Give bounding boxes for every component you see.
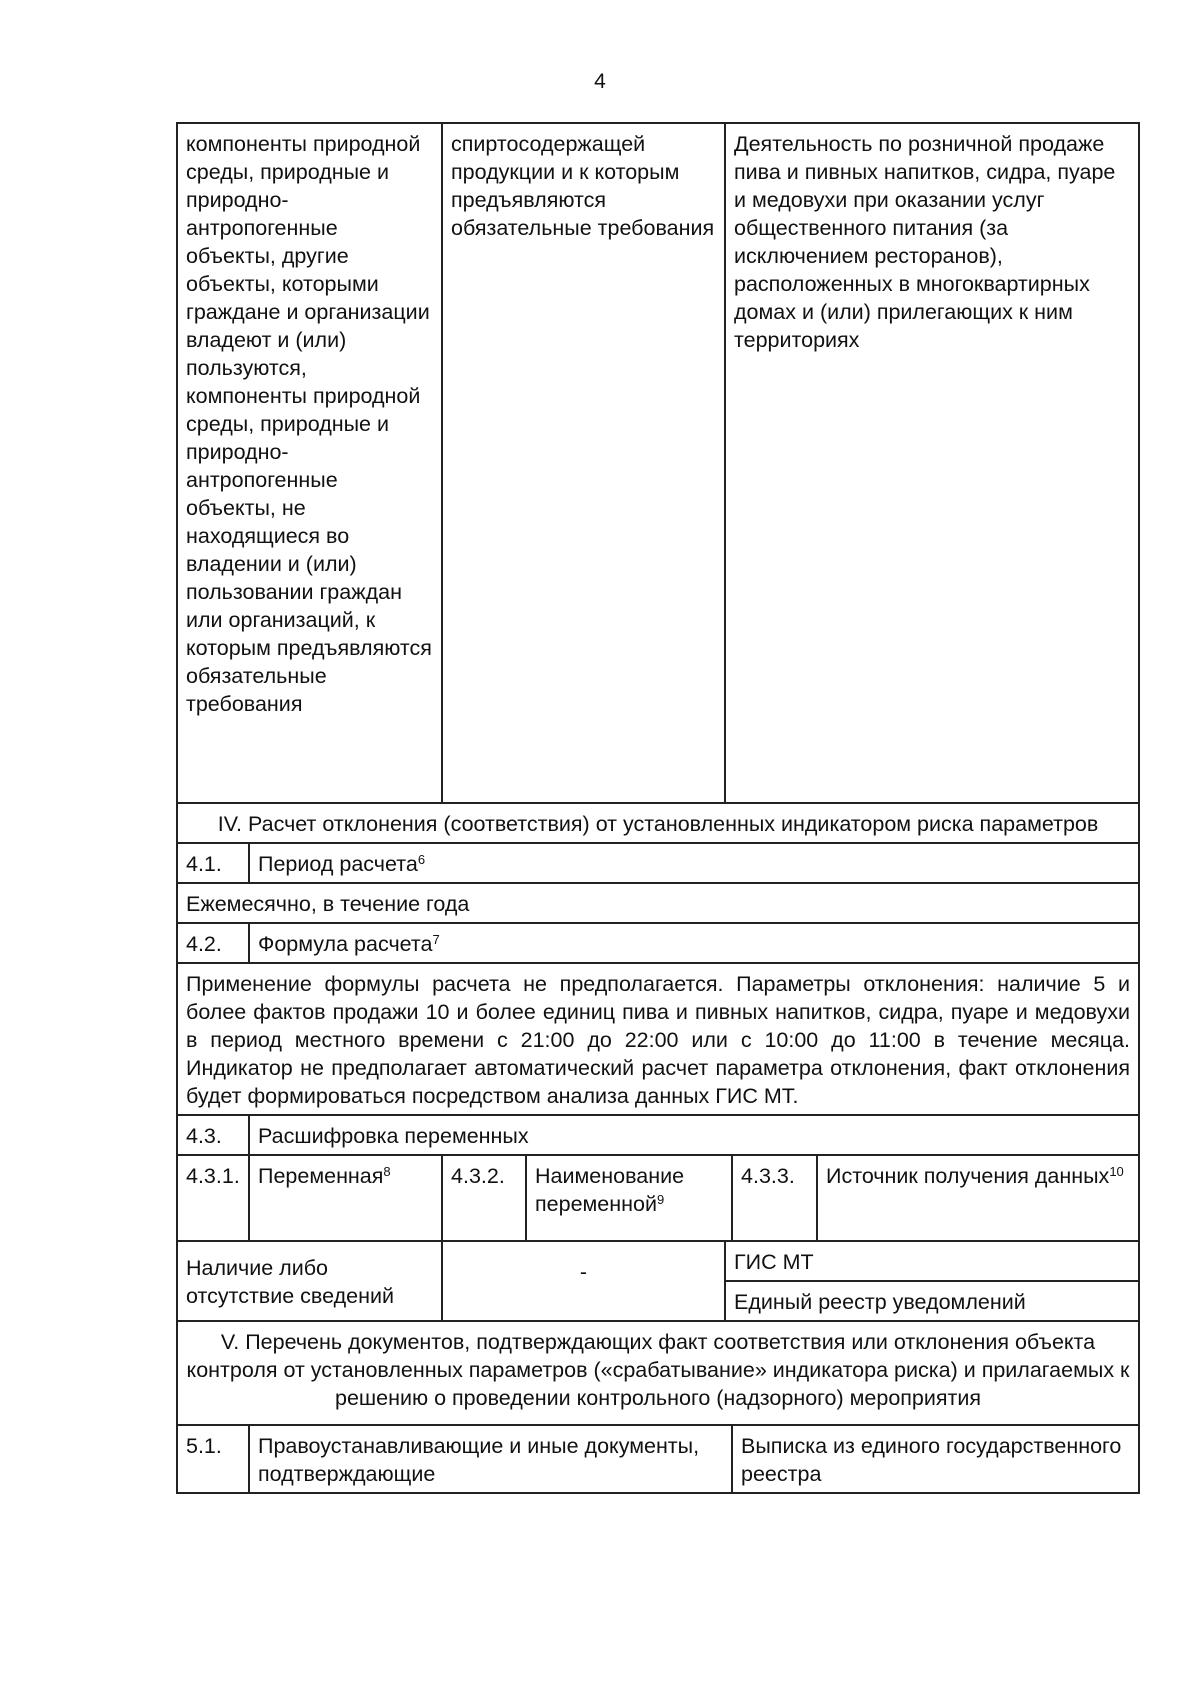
top-row-col1: компоненты природной среды, природные и природно-антропогенные объекты, другие объекты, которыми граждане и организации владеют и (или) пользуются, компоненты природной среды, природные и природно-антропогенные объекты, не находящиеся во владении и (или) пользовании граждан или организаций, к которым предъявляются обязательные требования [177, 123, 442, 803]
row-5-1-extract: Выписка из единого государственного реестра [732, 1425, 1139, 1493]
row-4-2 [177, 923, 1139, 963]
h431-label-cell [249, 1155, 442, 1241]
footnote-ref-6: 6 [417, 852, 426, 867]
h433-label: Источник получения данных [826, 1164, 1110, 1188]
variable-name: - [442, 1241, 725, 1321]
variable-value: Наличие либо отсутствие сведений [177, 1241, 442, 1321]
indicator-table [176, 122, 1138, 1494]
h432-label: Наименование переменной [535, 1164, 685, 1216]
h433-number: 4.3.3. [732, 1155, 817, 1241]
row-5-1-number: 5.1. [177, 1425, 249, 1493]
page-number: 4 [594, 70, 606, 93]
row-4-1-number: 4.1. [177, 843, 249, 883]
row-4-2-label-cell [249, 923, 1139, 963]
top-row [177, 123, 1139, 803]
h431-label: Переменная [258, 1164, 384, 1188]
row-4-3-number: 4.3. [177, 1115, 249, 1155]
h433-label-cell [817, 1155, 1139, 1241]
row-4-1-label: Период расчета [258, 852, 418, 876]
row-4-2-formula-text: Применение формулы расчета не предполагается. Параметры отклонения: наличие 5 и более фактов продажи 10 и более единиц пива и пивных напитков, сидра, пуаре и медовухи в период местного времени с 21:00 до 22:00 или с 10:00 до 11:00 в течение месяца. Индикатор не предполагает автоматический расчет параметра отклонения, факт отклонения будет формироваться посредством анализа данных ГИС МТ. [177, 963, 1139, 1115]
footnote-ref-8: 8 [383, 1164, 391, 1179]
row-5-1-documents: Правоустанавливающие и иные документы, подтверждающие [249, 1425, 732, 1493]
variables-header-row [177, 1155, 1139, 1241]
section4-heading: IV. Расчет отклонения (соответствия) от установленных индикатором риска параметров [177, 803, 1139, 843]
footnote-ref-7: 7 [432, 932, 440, 947]
footnote-ref-10: 10 [1109, 1164, 1124, 1179]
footnote-ref-9: 9 [656, 1192, 665, 1207]
row-4-2-number: 4.2. [177, 923, 249, 963]
top-row-col2: спиртосодержащей продукции и к которым предъявляются обязательные требования [442, 123, 725, 803]
data-source-2: Единый реестр уведомлений [725, 1281, 1139, 1321]
row-4-3 [177, 1115, 1139, 1155]
h432-number: 4.3.2. [442, 1155, 526, 1241]
variable-row [177, 1241, 1139, 1281]
row-4-2-label: Формула расчета [258, 932, 433, 956]
h432-label-cell [526, 1155, 732, 1241]
h431-number: 4.3.1. [177, 1155, 249, 1241]
row-4-1-value: Ежемесячно, в течение года [177, 883, 1139, 923]
section5-heading: V. Перечень документов, подтверждающих факт соответствия или отклонения объекта контроля от установленных параметров («срабатывание» индикатора риска) и прилагаемых к решению о проведении контрольного (надзорного) мероприятия [177, 1321, 1139, 1425]
top-row-col3: Деятельность по розничной продаже пива и пивных напитков, сидра, пуаре и медовухи при оказании услуг общественного питания (за исключением ресторанов), расположенных в многоквартирных домах и (или) прилегающих к ним территориях [725, 123, 1139, 803]
row-5-1 [177, 1425, 1139, 1493]
row-4-3-label: Расшифровка переменных [249, 1115, 1139, 1155]
row-4-1-label-cell [249, 843, 1139, 883]
data-source-1: ГИС МТ [725, 1241, 1139, 1281]
row-4-1 [177, 843, 1139, 883]
